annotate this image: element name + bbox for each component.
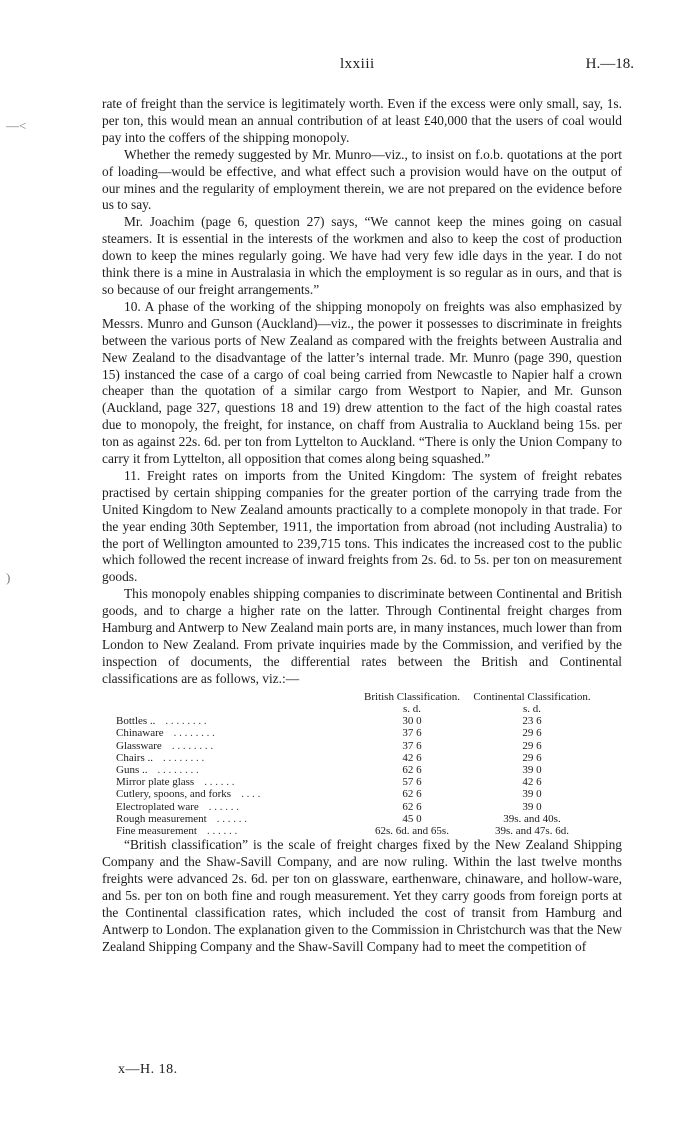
paragraph: Mr. Joachim (page 6, question 27) says, “We cannot keep the mines going on casual steamers. It is essential in the interests of the workmen and also to keep the cost of production down to keep the mines regularly going. We have had very few idle days in the year. I do not think there is a mine in Australasia in which the employment is so regular as in ours, and that is so because of our freight arrangements.” bbox=[102, 214, 622, 297]
british-rate: 62 6 bbox=[402, 800, 422, 813]
paragraph: 11. Freight rates on imports from the United Kingdom: The system of freight rebates practised by certain shipping companies for the greater portion of the carrying trade from the United Kingdom to New Zealand amounts practically to a complete monopoly in that trade. For the year ending 30th September, 1911, the importation from abroad (not including Australia) to the port of Wellington amounted to 239,715 tons. This indicates the increased cost to the public which followed the recent increase of inward freights from 2s. 6d. to 5s. per ton on measurement goods. bbox=[102, 467, 622, 585]
table-row bbox=[102, 801, 622, 813]
british-rate: 45 0 bbox=[402, 812, 422, 825]
table-units-row bbox=[102, 703, 622, 715]
continental-units: s. d. bbox=[522, 702, 542, 715]
continental-rate: 39 0 bbox=[522, 763, 542, 776]
row-item bbox=[102, 776, 352, 788]
table-row bbox=[102, 752, 622, 764]
british-rate: 62s. 6d. and 65s. bbox=[375, 824, 449, 837]
item-label: Bottles .. bbox=[116, 715, 156, 728]
leader-dots: . . . . . . . . bbox=[165, 715, 207, 728]
body-text bbox=[102, 96, 622, 956]
freight-rates-table bbox=[102, 691, 622, 837]
page-number: lxxiii bbox=[340, 56, 375, 72]
leader-dots: . . . . . . . . bbox=[162, 751, 205, 764]
paragraph: Whether the remedy suggested by Mr. Munro—viz., to insist on f.o.b. quotations at the port of loading—would be effective, and what effect such a provision would have on the output of our mines and the regularity of employment therein, we are not prepared on the evidence before us to say. bbox=[102, 146, 622, 213]
item-label: Guns .. bbox=[116, 763, 148, 776]
page-header bbox=[0, 56, 700, 78]
british-rate: 37 6 bbox=[402, 739, 422, 752]
leader-dots: . . . . . . . . bbox=[157, 763, 199, 776]
leader-dots: . . . . bbox=[241, 788, 261, 801]
continental-column-header: Continental Classification. bbox=[473, 690, 591, 703]
continental-rate: 39s. and 47s. 6d. bbox=[495, 824, 569, 837]
item-label: Chinaware bbox=[116, 727, 164, 740]
continental-rate: 23 6 bbox=[522, 715, 542, 728]
row-item bbox=[102, 727, 352, 739]
british-rate: 37 6 bbox=[402, 727, 422, 740]
item-label: Chairs .. bbox=[116, 751, 153, 764]
table-row bbox=[102, 740, 622, 752]
margin-mark: ) bbox=[6, 570, 11, 585]
table-header bbox=[102, 691, 622, 703]
item-label: Electroplated ware bbox=[116, 800, 199, 813]
continental-rate: 39s. and 40s. bbox=[503, 812, 561, 825]
british-rate: 42 6 bbox=[402, 751, 422, 764]
paragraph: “British classification” is the scale of freight charges fixed by the New Zealand Shipping Company and the Shaw-Savill Company, and are now ruling. Within the last twelve months freights were advanced 2s. 6d. per ton on glassware, earthenware, chinaware, and hollow-ware, and 5s. per ton on both fine and rough measurement. Yet they carry goods from foreign ports at the Continental classification rates, which included the cost of transit from Hamburg and Antwerp to London. The explanation given to the Commission in Christchurch was that the New Zealand Shipping Company and the Shaw-Savill Company had to meet the competition of bbox=[102, 837, 622, 954]
british-rate: 62 6 bbox=[402, 763, 422, 776]
row-item bbox=[102, 825, 352, 837]
table-row bbox=[102, 788, 622, 800]
table-row bbox=[102, 715, 622, 727]
british-rate: 62 6 bbox=[402, 788, 422, 801]
row-item bbox=[102, 740, 352, 752]
item-label: Glassware bbox=[116, 739, 162, 752]
row-item bbox=[102, 801, 352, 813]
british-rate: 30 0 bbox=[402, 715, 422, 728]
table-row bbox=[102, 813, 622, 825]
row-item bbox=[102, 715, 352, 727]
item-label: Fine measurement bbox=[116, 824, 197, 837]
row-item bbox=[102, 764, 352, 776]
continental-rate: 39 0 bbox=[522, 788, 542, 801]
leader-dots: . . . . . . bbox=[204, 776, 235, 789]
item-label: Cutlery, spoons, and forks bbox=[116, 788, 232, 801]
british-rate: 57 6 bbox=[402, 776, 422, 789]
leader-dots: . . . . . . . . bbox=[171, 739, 214, 752]
table-row bbox=[102, 776, 622, 788]
continental-rate: 29 6 bbox=[522, 727, 542, 740]
leader-dots: . . . . . . bbox=[216, 812, 247, 825]
paragraph: 10. A phase of the working of the shipping monopoly on freights was also emphasized by Messrs. Munro and Gunson (Auckland)—viz., the power it possesses to discriminate in freights between the various ports of New Zealand as compared with the freights between Australia and New Zealand to the disadvantage of the latter’s internal trade. Mr. Munro (page 390, question 15) instanced the case of a cargo of coal being carried from Newcastle to Napier half a crown cheaper than the quotation of a similar cargo from Westport to Napier, and Mr. Gunson (Auckland, page 327, questions 18 and 19) drew attention to the fact of the high coastal rates due to monopoly, the freight, for instance, on chaff from Australia to Auckland being 15s. per ton as against 22s. 6d. per ton from Lyttelton to Auckland. “There is only the Union Company to carry it from Lyttelton, all opposition that comes along being squashed.” bbox=[102, 298, 622, 467]
paragraph: This monopoly enables shipping companies to discriminate between Continental and British goods, and to charge a higher rate on the latter. Through Continental freight charges from Hamburg and Antwerp to New Zealand main ports are, in many instances, much lower than from London to New Zealand. From private inquiries made by the Commission, and verified by the inspection of documents, the differential rates between the British and Continental classifications are as follows, viz.:— bbox=[102, 586, 622, 686]
margin-mark: —< bbox=[6, 118, 27, 133]
item-label: Rough measurement bbox=[116, 812, 207, 825]
leader-dots: . . . . . . bbox=[206, 824, 238, 837]
table-row bbox=[102, 825, 622, 837]
row-item bbox=[102, 813, 352, 825]
item-label: Mirror plate glass bbox=[116, 776, 195, 789]
paragraph: rate of freight than the service is legitimately worth. Even if the excess were only small, say, 1s. per ton, this would mean an annual contribution of at least £40,000 that the users of coal would pay into the coffers of the shipping monopoly. bbox=[102, 96, 622, 145]
table-row bbox=[102, 727, 622, 739]
leader-dots: . . . . . . . . bbox=[173, 727, 215, 740]
row-item bbox=[102, 788, 352, 800]
continental-rate: 39 0 bbox=[522, 800, 542, 813]
row-item bbox=[102, 752, 352, 764]
leader-dots: . . . . . . bbox=[208, 800, 240, 813]
continental-rate: 29 6 bbox=[522, 751, 542, 764]
table-row bbox=[102, 764, 622, 776]
british-column-header: British Classification. bbox=[364, 690, 460, 703]
document-reference: H.—18. bbox=[585, 56, 634, 72]
page-footer-signature: x—H. 18. bbox=[118, 1062, 178, 1077]
continental-rate: 29 6 bbox=[522, 739, 542, 752]
british-units: s. d. bbox=[402, 702, 422, 715]
continental-rate: 42 6 bbox=[522, 776, 542, 789]
